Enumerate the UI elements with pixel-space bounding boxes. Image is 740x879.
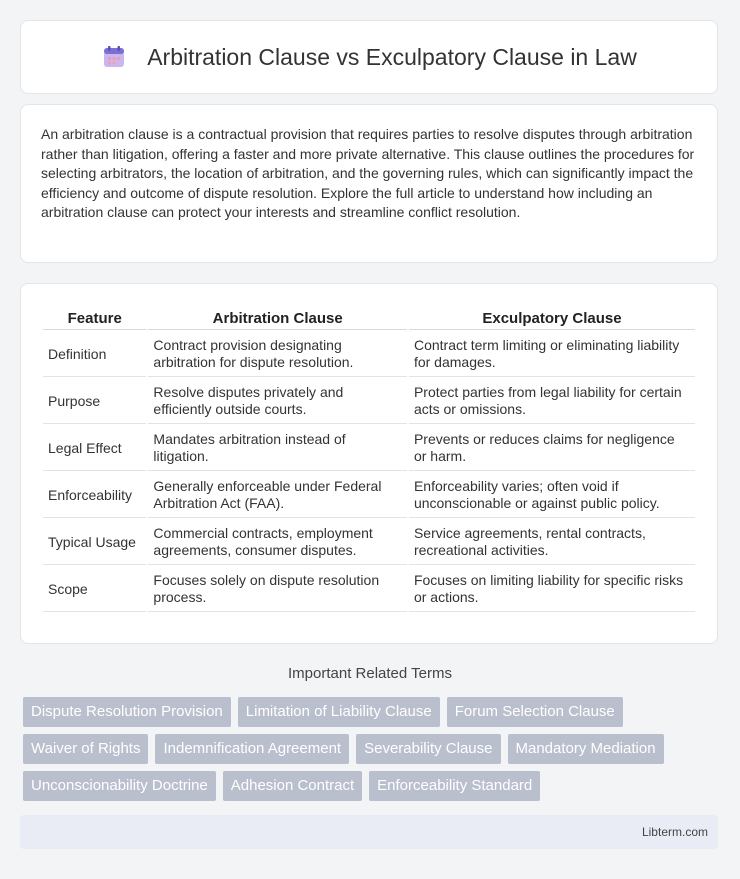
header-feature: Feature [43,306,146,330]
related-term-tag[interactable]: Severability Clause [356,734,500,764]
comparison-card [20,283,718,644]
related-term-tag[interactable]: Limitation of Liability Clause [238,697,440,727]
cell-arbitration: Generally enforceable under Federal Arbitration Act (FAA). [148,473,407,518]
related-term-tag[interactable]: Enforceability Standard [369,771,540,801]
table-row [43,473,695,518]
cell-arbitration: Contract provision designating arbitration for dispute resolution. [148,332,407,377]
header-exculpatory: Exculpatory Clause [409,306,695,330]
cell-exculpatory: Protect parties from legal liability for certain acts or omissions. [409,379,695,424]
related-term-tag[interactable]: Indemnification Agreement [155,734,349,764]
cell-feature: Purpose [43,379,146,424]
cell-exculpatory: Prevents or reduces claims for negligence or harm. [409,426,695,471]
intro-text: An arbitration clause is a contractual provision that requires parties to resolve disputes through arbitration rather than litigation, offering a faster and more private alternative. This clause outlines the procedures for selecting arbitrators, the location of arbitration, and the governing rules, which can significantly impact the efficiency and outcome of dispute resolution. Explore the full article to understand how including an arbitration clause can protect your interests and streamline conflict resolution. [41,126,695,220]
related-terms [23,697,723,808]
related-terms-title: Important Related Terms [288,665,452,682]
calendar-icon [101,44,127,70]
tag-row [23,697,723,727]
cell-arbitration: Mandates arbitration instead of litigation. [148,426,407,471]
table-row [43,426,695,471]
tag-row [23,734,723,764]
table-row [43,332,695,377]
related-term-tag[interactable]: Unconscionability Doctrine [23,771,216,801]
comparison-table [41,304,697,614]
cell-feature: Scope [43,567,146,612]
footer-brand[interactable]: Libterm.com [641,825,708,839]
cell-exculpatory: Enforceability varies; often void if unconscionable or against public policy. [409,473,695,518]
table-header-row [43,306,695,330]
cell-arbitration: Focuses solely on dispute resolution process. [148,567,407,612]
tag-row [23,771,723,801]
related-term-tag[interactable]: Dispute Resolution Provision [23,697,231,727]
header-arbitration: Arbitration Clause [148,306,407,330]
footer [20,815,718,849]
cell-feature: Enforceability [43,473,146,518]
cell-feature: Legal Effect [43,426,146,471]
table-row [43,567,695,612]
related-term-tag[interactable]: Mandatory Mediation [508,734,664,764]
cell-feature: Definition [43,332,146,377]
cell-arbitration: Resolve disputes privately and efficiently outside courts. [148,379,407,424]
related-term-tag[interactable]: Forum Selection Clause [447,697,623,727]
related-term-tag[interactable]: Waiver of Rights [23,734,148,764]
related-term-tag[interactable]: Adhesion Contract [223,771,362,801]
table-row [43,520,695,565]
table-row [43,379,695,424]
cell-feature: Typical Usage [43,520,146,565]
title-card [20,20,718,94]
cell-arbitration: Commercial contracts, employment agreements, consumer disputes. [148,520,407,565]
cell-exculpatory: Focuses on limiting liability for specific risks or actions. [409,567,695,612]
cell-exculpatory: Service agreements, rental contracts, recreational activities. [409,520,695,565]
cell-exculpatory: Contract term limiting or eliminating liability for damages. [409,332,695,377]
intro-card [20,104,718,263]
page-title: Arbitration Clause vs Exculpatory Clause in Law [147,43,637,70]
